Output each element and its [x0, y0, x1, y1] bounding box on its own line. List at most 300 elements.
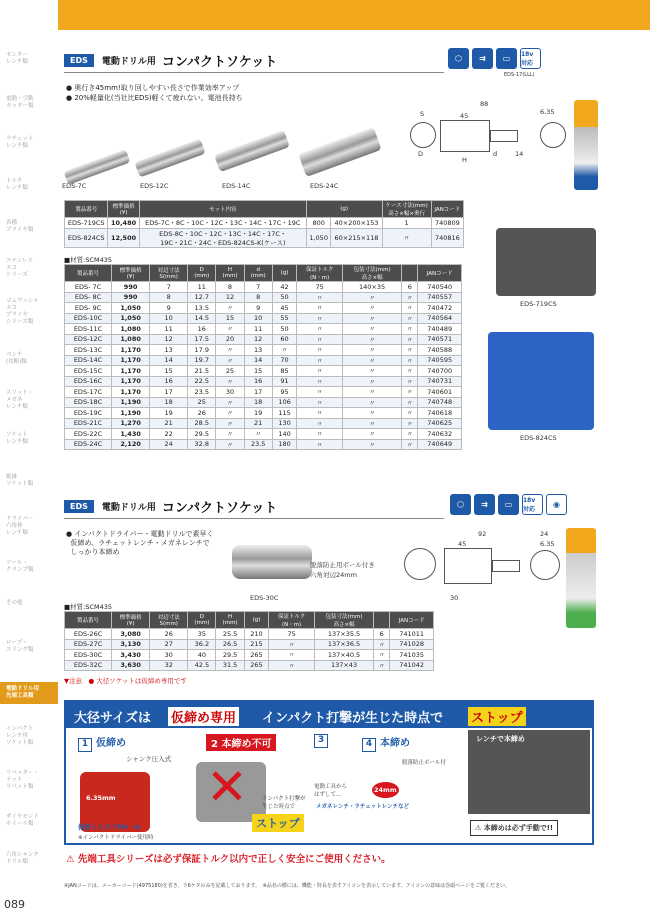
table-header: JANコード — [431, 201, 463, 218]
table-cell: 10 — [244, 313, 272, 324]
table-cell: 740557 — [418, 292, 462, 303]
table-cell: EDS- 9C — [65, 303, 112, 314]
table-cell: 〃 — [342, 418, 401, 429]
table-row — [65, 439, 462, 450]
table-cell: 1,050 — [112, 313, 150, 324]
table-cell: 137×43 — [314, 660, 373, 671]
table-cell: 〃 — [297, 366, 343, 377]
table-cell: 〃 — [402, 334, 418, 345]
table-cell: 50 — [272, 292, 297, 303]
sidebar-item[interactable]: 各種 プライヤ類 — [6, 220, 34, 233]
table-row — [65, 418, 462, 429]
set-824cs-photo — [488, 332, 594, 430]
table-cell: 〃 — [297, 376, 343, 387]
section1-rule — [64, 72, 444, 73]
table-cell: EDS-824CS — [65, 228, 108, 247]
table-cell: 18 — [244, 397, 272, 408]
table-cell: EDS-27C — [65, 639, 112, 650]
table-cell: 30 — [150, 650, 188, 661]
section2-icons — [450, 494, 567, 515]
label-eds-24c: EDS-24C — [310, 182, 339, 190]
table-cell: 〃 — [402, 292, 418, 303]
table-cell: 3,080 — [112, 629, 150, 640]
sidebar-item[interactable]: 電動ドリル用 先端工具類 — [0, 682, 58, 704]
table-cell: 14 — [150, 355, 188, 366]
18v-icon: 18v 対応 — [520, 48, 541, 69]
hex-icon: ⬡ — [448, 48, 469, 69]
sidebar-item[interactable]: トルク レンチ類 — [6, 178, 28, 191]
sidebar-item[interactable]: ステンレス エコ シリーズ — [6, 258, 33, 278]
table-cell: 140 — [272, 429, 297, 440]
dim-D: D — [418, 150, 424, 158]
banner-text-stop-when: インパクト打撃が 生じた時点で — [262, 796, 306, 810]
banner-header — [66, 702, 592, 728]
label-eds-14c: EDS-14C — [222, 182, 251, 190]
shank-view — [490, 130, 518, 142]
table-cell: 1,270 — [112, 418, 150, 429]
socket2-end-view — [530, 550, 560, 580]
table-cell: 〃 — [402, 387, 418, 398]
label-eds-30c: EDS-30C — [250, 594, 279, 602]
socket-12c-image — [134, 139, 205, 178]
table-cell: 〃 — [297, 313, 343, 324]
section2-header — [64, 498, 277, 515]
table-header: 標準価格 (¥) — [112, 265, 150, 282]
table-cell: EDS-8C・10C・12C・13C・14C・17C・ 19C・21C・24C・EDS-824CS-K(ケース) — [139, 228, 306, 247]
callout-hex24: 六角対辺24mm — [310, 571, 357, 579]
table-cell: 21.5 — [188, 366, 216, 377]
sidebar-item[interactable]: ダイヤモンド ホイール類 — [6, 814, 39, 827]
table-cell: EDS- 8C — [65, 292, 112, 303]
table-cell: EDS-10C — [65, 313, 112, 324]
step-3: 3 — [314, 734, 332, 748]
table-cell: 〃 — [216, 439, 244, 450]
table-cell: 〃 — [216, 303, 244, 314]
table-cell: 〃 — [216, 324, 244, 335]
table-header: (g) — [272, 265, 297, 282]
sidebar-item[interactable]: 電動・空動 カッター類 — [6, 96, 34, 109]
table-header: セット内容 — [139, 201, 306, 218]
table-cell: 210 — [244, 629, 269, 640]
table-cell: 〃 — [402, 303, 418, 314]
table-cell: 740472 — [418, 303, 462, 314]
table-cell: 〃 — [216, 376, 244, 387]
table-cell: 36.2 — [188, 639, 216, 650]
table-cell: 〃 — [244, 429, 272, 440]
table-cell: 〃 — [402, 313, 418, 324]
banner-text-shank: シャンク圧入式 — [126, 755, 172, 763]
section2-table — [64, 611, 434, 671]
step-4: 4 本締め — [362, 734, 410, 752]
table-cell: 1,190 — [112, 397, 150, 408]
table-cell: 741028 — [390, 639, 434, 650]
section2-badge: EDS — [64, 500, 94, 513]
table-cell: 740595 — [418, 355, 462, 366]
table-cell: 〃 — [297, 418, 343, 429]
page-number: 089 — [4, 898, 25, 911]
table-cell: 85 — [272, 366, 297, 377]
table-cell: 〃 — [374, 639, 390, 650]
table-cell: 40×200×153 — [331, 218, 382, 229]
table-cell: 〃 — [297, 387, 343, 398]
table-row — [65, 366, 462, 377]
table-cell: 〃 — [269, 650, 315, 661]
socket-7c-image — [64, 149, 131, 185]
table-cell: 31.5 — [216, 660, 244, 671]
table-cell: 〃 — [402, 408, 418, 419]
table-cell: 45 — [272, 303, 297, 314]
table-cell: 11 — [188, 282, 216, 293]
table-cell: 14.5 — [188, 313, 216, 324]
table-row — [65, 397, 462, 408]
table-row — [65, 660, 434, 671]
sidebar-item[interactable]: ラチェット レンチ類 — [6, 136, 34, 149]
table-cell: 17.9 — [188, 345, 216, 356]
table-cell: 1,080 — [112, 324, 150, 335]
socket-30c-image — [232, 545, 312, 579]
table-row — [65, 292, 462, 303]
table-cell: 50 — [272, 324, 297, 335]
table-cell: 740731 — [418, 376, 462, 387]
table-cell: 〃 — [272, 345, 297, 356]
table-cell: 〃 — [342, 429, 401, 440]
table-cell: 30 — [216, 387, 244, 398]
section2-rule — [64, 518, 444, 519]
label-eds-12c: EDS-12C — [140, 182, 169, 190]
warning-icon: ⚠ — [66, 854, 75, 865]
18v-icon-2: 18v 対応 — [522, 494, 543, 515]
step-1: 1 仮締め — [78, 734, 126, 752]
table-cell: EDS-12C — [65, 334, 112, 345]
table-cell: 13 — [150, 345, 188, 356]
banner-head-3: インパクト打撃が生じた時点で — [262, 711, 444, 726]
table-cell: 740809 — [431, 218, 463, 229]
table-cell: 1,190 — [112, 408, 150, 419]
table-cell: 60×215×118 — [331, 228, 382, 247]
table-cell: 〃 — [269, 639, 315, 650]
banner-text-24mm: 24mm — [372, 782, 399, 798]
table-header: ケース寸法(mm) 高さ×幅×奥行 — [382, 201, 431, 218]
table-cell: 3,130 — [112, 639, 150, 650]
table-cell: 215 — [244, 639, 269, 650]
table-cell: 35 — [188, 629, 216, 640]
wrench-title: レンチで本締め — [476, 735, 525, 743]
table-cell: 〃 — [297, 408, 343, 419]
table-cell: 29.5 — [216, 650, 244, 661]
table-cell: 〃 — [342, 376, 401, 387]
table-cell: 1,170 — [112, 387, 150, 398]
table-cell: 7 — [150, 282, 188, 293]
table-cell: 〃 — [402, 429, 418, 440]
table-cell: 〃 — [216, 429, 244, 440]
table-cell: 9 — [244, 303, 272, 314]
table-cell: 1,170 — [112, 376, 150, 387]
section1-icons — [448, 48, 541, 69]
table-cell: 17.5 — [188, 334, 216, 345]
dim2-635: 6.35 — [540, 540, 555, 548]
table-cell: 19 — [150, 408, 188, 419]
sidebar-item[interactable]: ゴムワッシャ エコ プライヤ シリーズ類 — [6, 298, 39, 325]
table-cell: 〃 — [342, 387, 401, 398]
section1-badge: EDS — [64, 54, 94, 67]
table-cell: 22.5 — [188, 376, 216, 387]
table-cell: 13 — [244, 345, 272, 356]
table-row — [65, 387, 462, 398]
table-cell: 1,050 — [306, 228, 331, 247]
table-cell: 32.8 — [188, 439, 216, 450]
table-header: D (mm) — [188, 265, 216, 282]
table-cell: 137×35.5 — [314, 629, 373, 640]
table-row — [65, 313, 462, 324]
table-cell: EDS-18C — [65, 397, 112, 408]
table-cell: 〃 — [342, 292, 401, 303]
table-row — [65, 218, 464, 229]
table-cell: 12,500 — [108, 228, 139, 247]
banner-text-remove: 電動工具から はずして… — [314, 784, 348, 798]
table-row — [65, 408, 462, 419]
table-cell: 〃 — [297, 324, 343, 335]
package2-image — [566, 528, 596, 628]
table-cell: 990 — [112, 292, 150, 303]
table-cell: 〃 — [297, 345, 343, 356]
table-cell: 21 — [150, 418, 188, 429]
table-cell: 〃 — [297, 292, 343, 303]
table-cell: EDS-14C — [65, 355, 112, 366]
section2-note: ▼注意 ● 大径ソケットは仮締め専用です — [64, 677, 187, 685]
table-cell: 〃 — [297, 303, 343, 314]
table-cell: EDS-7C・8C・10C・12C・13C・14C・17C・19C — [139, 218, 306, 229]
socket-14c-image — [214, 130, 290, 172]
table-cell: 740632 — [418, 429, 462, 440]
table-cell: 22 — [150, 429, 188, 440]
table-cell: 32 — [150, 660, 188, 671]
shank-end-view — [540, 122, 566, 148]
table-cell: 740564 — [418, 313, 462, 324]
table-cell: 40 — [188, 650, 216, 661]
table-cell: 〃 — [297, 397, 343, 408]
table-cell: EDS-719CS — [65, 218, 108, 229]
table-cell: 〃 — [216, 397, 244, 408]
table-row — [65, 429, 462, 440]
table-cell: 15 — [244, 366, 272, 377]
table-cell: 〃 — [402, 439, 418, 450]
dim-45: 45 — [460, 112, 469, 120]
table-cell: 8 — [150, 292, 188, 303]
table-cell: 42 — [272, 282, 297, 293]
sidebar-item[interactable]: ツール・ クランプ類 — [6, 560, 34, 573]
banner-head-4: ストップ — [468, 707, 526, 726]
sidebar-item[interactable]: 絶縁 ソケット類 — [6, 474, 34, 487]
table-header: JANコード — [418, 265, 462, 282]
table-cell: 19 — [244, 408, 272, 419]
sidebar — [0, 30, 58, 918]
table-cell: 27 — [150, 639, 188, 650]
sidebar-item[interactable]: その他 — [6, 600, 23, 606]
table-header: JANコード — [390, 612, 434, 629]
table-cell: 〃 — [402, 366, 418, 377]
table-cell: 17 — [150, 387, 188, 398]
label-eds-7c: EDS-7C — [62, 182, 87, 190]
table-cell: 15 — [150, 366, 188, 377]
table-cell: 26.5 — [216, 639, 244, 650]
table-header: 標準価格 (¥) — [112, 612, 150, 629]
top-bar — [0, 0, 650, 30]
table-header: D (mm) — [188, 612, 216, 629]
table-row — [65, 629, 434, 640]
table-cell: 〃 — [342, 303, 401, 314]
package-image — [574, 100, 598, 190]
table-cell: 〃 — [342, 408, 401, 419]
table-header — [374, 612, 390, 629]
table-cell: 〃 — [297, 334, 343, 345]
table-cell: 〃 — [402, 397, 418, 408]
table-header: 製品番号 — [65, 612, 112, 629]
main-table — [64, 264, 462, 450]
table-cell: 〃 — [402, 324, 418, 335]
section1-bullet-1: ● 奥行き45mm!取り回しやすい長さで作業効率アップ — [66, 84, 240, 92]
banner-text-wrench: メガネレンチ・ラチェットレンチなど — [316, 804, 410, 810]
warning-triangle-icon: ⚠ — [475, 824, 482, 832]
table-cell: 〃 — [342, 397, 401, 408]
table-row — [65, 639, 434, 650]
section1-header — [64, 52, 277, 69]
banner-head-2: 仮締め専用 — [168, 707, 239, 726]
table-row — [65, 324, 462, 335]
table-header: (g) — [306, 201, 382, 218]
table-cell: EDS-11C — [65, 324, 112, 335]
banner-text-impact: ※インパクトドライバー使用時 — [78, 835, 154, 841]
table-cell: 〃 — [297, 429, 343, 440]
section1-subtitle: 電動ドリル用 — [101, 57, 156, 67]
icon-caption: EDS-17(LLL) — [504, 72, 535, 78]
sidebar-item[interactable]: インパクト レンチ用 ソケット類 — [6, 726, 34, 746]
table-row — [65, 228, 464, 247]
table-cell: 1 — [382, 218, 431, 229]
table-cell: 3,630 — [112, 660, 150, 671]
dim2-30: 30 — [450, 594, 459, 602]
table-cell: 740700 — [418, 366, 462, 377]
table-cell: 130 — [272, 418, 297, 429]
dim-d: d — [493, 150, 498, 158]
caption-719cs: EDS-719CS — [520, 300, 557, 308]
table-cell: 7 — [244, 282, 272, 293]
dim2-92: 92 — [478, 530, 487, 538]
table-cell: 〃 — [342, 313, 401, 324]
table-row — [65, 345, 462, 356]
table-cell: 〃 — [342, 355, 401, 366]
table-cell: 23.5 — [244, 439, 272, 450]
dim-88: 88 — [480, 100, 489, 108]
banner-text-635: 6.35mm — [86, 794, 116, 802]
table-cell: 14 — [244, 355, 272, 366]
banner-text-torque: 保証トルク:75N・m — [78, 823, 141, 831]
table-cell: 140×35 — [342, 282, 401, 293]
table-cell: 265 — [244, 650, 269, 661]
dim2-24: 24 — [540, 530, 549, 538]
sidebar-item[interactable]: ロープ・ スリング類 — [6, 640, 34, 653]
socket2-front-view — [404, 548, 436, 580]
sidebar-item[interactable]: ソケット レンチ類 — [6, 432, 28, 445]
table-cell: 3,430 — [112, 650, 150, 661]
table-cell: EDS-30C — [65, 650, 112, 661]
callout-ball: 脱落防止用ボール付き — [310, 561, 375, 569]
table-cell: 〃 — [216, 408, 244, 419]
table-cell: 137×36.5 — [314, 639, 373, 650]
impact-icon: ⇉ — [472, 48, 493, 69]
sidebar-item[interactable]: センター レンチ類 — [6, 52, 28, 65]
sidebar-item[interactable]: ドライバー 六角棒 レンチ類 — [6, 516, 34, 536]
table-cell: 741035 — [390, 650, 434, 661]
table-cell: 6 — [402, 282, 418, 293]
sidebar-item[interactable]: 六角シャンク ドリル類 — [6, 852, 39, 865]
table-cell: 18 — [150, 397, 188, 408]
shank-icon-2: ▭ — [498, 494, 519, 515]
table-cell: 〃 — [342, 439, 401, 450]
table-cell: 〃 — [342, 366, 401, 377]
table-header: 包装寸法(mm) 高さ×幅 — [342, 265, 401, 282]
table-cell: 25 — [216, 366, 244, 377]
table-cell: 〃 — [269, 660, 315, 671]
table-cell: 91 — [272, 376, 297, 387]
table-cell: 12.7 — [188, 292, 216, 303]
table-cell: 741011 — [390, 629, 434, 640]
hex-icon-2: ⬡ — [450, 494, 471, 515]
table-cell: 95 — [272, 387, 297, 398]
table-cell: 740588 — [418, 345, 462, 356]
table-cell: 23.5 — [188, 387, 216, 398]
table-cell: 〃 — [342, 334, 401, 345]
table-cell: 8 — [244, 292, 272, 303]
set-719cs-photo — [496, 228, 596, 296]
section1-bullet-2: ● 20%軽量化(当社比EDS)軽くて疲れない。電池長持ち — [66, 94, 243, 102]
table-cell: 〃 — [402, 418, 418, 429]
sidebar-item[interactable]: スリット・ メガネ レンチ類 — [6, 390, 34, 410]
step-2: 2 本締め不可 — [206, 734, 276, 751]
sidebar-item[interactable]: リベッター・ ナット リベット類 — [6, 770, 39, 790]
table-cell: 〃 — [374, 650, 390, 661]
table-cell: 20 — [216, 334, 244, 345]
table-cell: 75 — [297, 282, 343, 293]
table-cell: 60 — [272, 334, 297, 345]
table-cell: 〃 — [374, 660, 390, 671]
table-cell: EDS-13C — [65, 345, 112, 356]
table-header: 対辺寸法 S(mm) — [150, 612, 188, 629]
table-cell: 16 — [150, 376, 188, 387]
dim2-45: 45 — [458, 540, 467, 548]
sidebar-item[interactable]: ペンチ (切断)類 — [6, 352, 27, 365]
table-cell: 1,080 — [112, 334, 150, 345]
dim-14: 14 — [515, 150, 524, 158]
table-cell: 180 — [272, 439, 297, 450]
table-cell: 1,170 — [112, 355, 150, 366]
table-cell: EDS-32C — [65, 660, 112, 671]
table-cell: 26 — [150, 629, 188, 640]
dim-s: S — [420, 110, 425, 118]
table-cell: 740816 — [431, 228, 463, 247]
section2-subtitle: 電動ドリル用 — [101, 503, 156, 513]
table-cell: 〃 — [402, 376, 418, 387]
table-cell: 19.7 — [188, 355, 216, 366]
table-header: 製品番号 — [65, 201, 108, 218]
table-cell: 740625 — [418, 418, 462, 429]
table-header: 標準価格 (¥) — [108, 201, 139, 218]
table-cell: 740748 — [418, 397, 462, 408]
table-cell: 740489 — [418, 324, 462, 335]
table-header: 保証トルク (N・m) — [269, 612, 315, 629]
shank-icon: ▭ — [496, 48, 517, 69]
banner-text-ball: 脱落防止ボール付 — [402, 760, 446, 766]
table-row — [65, 376, 462, 387]
